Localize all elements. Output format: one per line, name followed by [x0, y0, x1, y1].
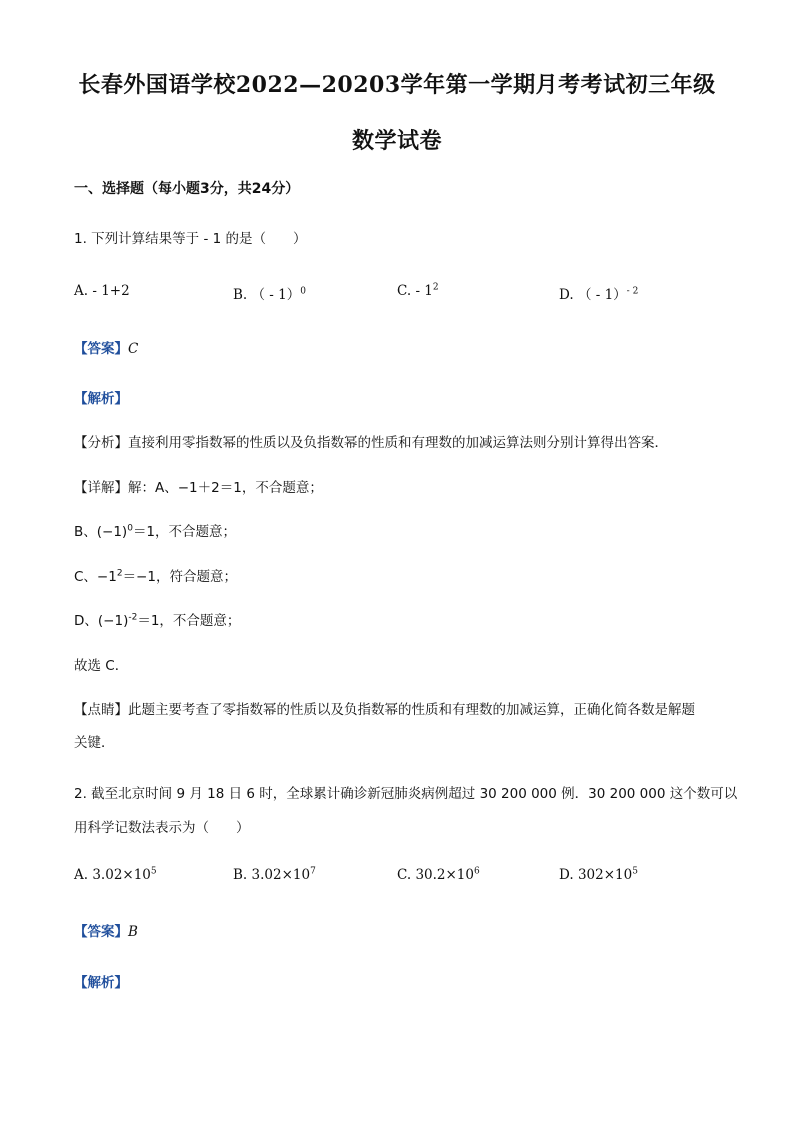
q1-option-b: B. （ - 1）$^0$ [233, 286, 306, 303]
answer-tag: 【答案】 [74, 924, 128, 940]
q2-option-c: C. $30.2\times 10^6$ [397, 866, 480, 883]
q1-option-c: C. - $1^2$ [397, 282, 439, 299]
q2-answer [74, 920, 138, 940]
q1-detail-d: D、$(-1)^{-2}=1$，不合题意； [74, 612, 241, 629]
q2-option-d: D. $302\times 10^5$ [559, 866, 638, 883]
exam-subtitle: 数学试卷 [351, 128, 442, 154]
q1-detail-a: 【详解】解：A、−1＋2＝1，不合题意； [74, 480, 323, 496]
q1-answer [74, 337, 138, 357]
q1-option-a: A. - 1+2 [74, 283, 130, 299]
q1-dianjing-line1: 【点睛】此题主要考查了零指数幂的性质以及负指数幂的性质和有理数的加减运算，正确化简各数是解题 [74, 702, 695, 718]
exam-title: 长春外国语学校2022—20203学年第一学期月考考试初三年级 [78, 72, 716, 98]
answer-tag: 【答案】 [74, 341, 128, 357]
q1-fenxi: 【分析】直接利用零指数幂的性质以及负指数幂的性质和有理数的加减运算法则分别计算得出答案． [74, 435, 668, 451]
q1-detail-b: B、$(-1)^0=1$，不合题意； [74, 523, 237, 540]
q1-option-d: D. （ - 1）$^{- 2}$ [559, 286, 639, 303]
q2-option-b: B. $3.02\times 10^7$ [233, 866, 316, 883]
q1-analysis-tag: 【解析】 [74, 391, 128, 407]
q1-detail-c: C、$-1^2=-1$，符合题意； [74, 568, 237, 585]
q2-option-a: A. $3.02\times 10^5$ [74, 866, 157, 883]
answer-value: C [128, 341, 139, 357]
q2-analysis-tag: 【解析】 [74, 975, 128, 991]
q1-conclusion: 故选 C． [74, 658, 129, 674]
section-header: 一、选择题（每小题3分，共24分） [74, 181, 300, 197]
question-1-stem: 1. 下列计算结果等于 - 1 的是（ ） [74, 231, 307, 247]
answer-value: B [128, 924, 138, 940]
q1-dianjing-line2: 关键． [74, 735, 115, 751]
question-2-stem-line1: 2. 截至北京时间 9 月 18 日 6 时，全球累计确诊新冠肺炎病例超过 30 200 000 例．30 200 000 这个数可以 [74, 786, 738, 802]
question-2-stem-line2: 用科学记数法表示为（ ） [74, 820, 250, 836]
